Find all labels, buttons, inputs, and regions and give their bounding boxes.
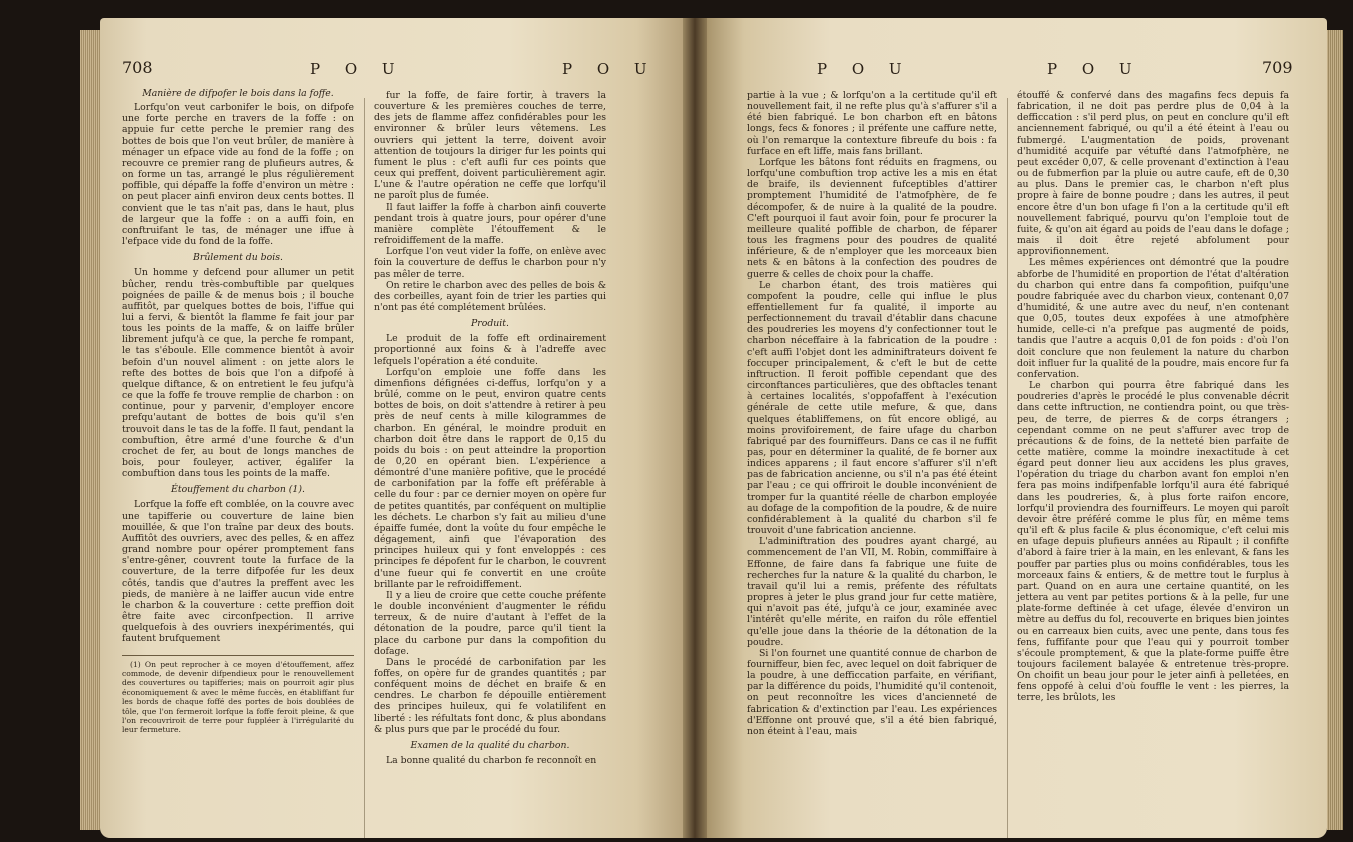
column-rule (364, 98, 365, 838)
section-title: Manière de difpofer le bois dans la foffe. (142, 88, 334, 99)
paragraph: Il y a lieu de croire que cette couche préfente le double inconvénient d'augmenter le réfidu terreux, & de nuire d'autant à l'effet de la détonation de la poudre, parce qu'il tient la place du carbone pur dans la compofition du dofage. (374, 589, 606, 657)
footnote (122, 660, 354, 735)
page-number: 708 (122, 58, 153, 77)
running-head-right-col: P O U (1047, 60, 1142, 78)
footnote-text: (1) On peut reprocher à ce moyen d'étouffement, affez commode, de devenir difpendieux pour le renouvellement des couvertures ou tapifferies; mais on pourroit agir plus économiquement & avec le même fuccès, en établiffant fur les bords de chaque foffé des portes de bois doublées de tôle, que l'on fermeroit lorfque la foffe feroit pleine, & que l'on recouvriroit de terre pour fuppléer à l'irrégularité du leur fermeture. (122, 659, 354, 735)
right-page-column-2 (1017, 90, 1289, 704)
paragraph: Lorfque l'on veut vider la foffe, on enlève avec foin la couverture de deffus le charbon pour n'y pas mêler de terre. (374, 246, 606, 280)
right-page (707, 18, 1327, 838)
running-head-right-col: P O U (562, 60, 657, 78)
paragraph: étouffé & confervé dans des magafins fecs depuis fa fabrication, il ne doit pas perdre plus de 0,04 à la defficcation : s'il perd plus, on peut en conclure qu'il eft anciennement fabriqué, ou qu'il a été éteint à l'eau ou fubmergé. L'augmentation de poids, provenant d'humidité acquife par vétufté dans l'atmofphère, ne peut excéder 0,07, & celle provenant d'extinction à l'eau ou de fubmerfion par la pluie ou autre caufe, eft de 0,30 au plus. Dans le premier cas, le charbon n'eft plus propre à faire de bonne poudre ; dans les autres, il peut encore être d'un bon ufage fi l'on a la certitude qu'il eft nouvellement fabriqué, pourvu qu'on l'emploie tout de fuite, & qu'on ait égard au poids de l'eau dans le dofage ; mais il doit être rejeté abfolument pour approvifionnement. (1017, 90, 1289, 258)
left-page-column-1 (122, 88, 354, 735)
left-page (100, 18, 683, 838)
book-gutter (683, 18, 707, 838)
paragraph: Un homme y defcend pour allumer un petit bûcher, rendu très-combuftible par quelques poignées de paille & de menus bois ; il bouche auffitôt, par quelques bottes de bois, l'iffue qui lui a fervi, & bientôt la flamme fe fait jour par tous les points de la maffe, & on laiffe brûler librement jufqu'à ce que, la perche fe rompant, le tas s'éboule. Elle commence bientôt à avoir befoin d'un nouvel aliment : on jette alors le refte des bottes de bois que l'on a difpofé à quelque diftance, & on entretient le feu jufqu'à ce que la foffe fe trouve remplie de charbon : on continue, pour y parvenir, d'employer encore prefqu'autant de bottes de bois qu'il s'en trouvoit dans le tas de la foffe. Il faut, pendant la combuftion, être armé d'une fourche & d'un crochet de fer, au bout de longs manches de bois, pour fouleyer, activer, égalifer la combuftion dans tous les points de la maffe. (122, 267, 354, 480)
paragraph: Les mêmes expériences ont démontré que la poudre abforbe de l'humidité en proportion de l'état d'altération du charbon qui entre dans fa compofition, puifqu'une poudre fabriquée avec du charbon vieux, contenant 0,07 d'humidité, & une autre avec du neuf, n'en contenant que 0,05, toutes deux expofées à une atmofphère humide, celle-ci n'a prefque pas augmenté de poids, tandis que l'autre a acquis 0,01 de fon poids : d'où l'on doit conclure que non feulement la nature du charbon doit influer fur la qualité de la poudre, mais encore fur fa confervation. (1017, 257, 1289, 380)
paragraph: On retire le charbon avec des pelles de bois & des corbeilles, ayant foin de trier les parties qui n'ont pas été complétement brûlées. (374, 279, 606, 313)
paragraph: Le charbon étant, des trois matières qui compofent la poudre, celle qui influe le plus effentiellement fur fa qualité, il importe au perfectionnement du travail d'établir dans chacune des poudreries les moyens d'y confectionner tout le charbon néceffaire à la fabrication de la poudre : c'eft auffi l'objet dont les adminiftrateurs doivent fe foccuper principalement, & c'eft le but de cette inftruction. Il feroit poffible cependant que des circonftances particulières, que des obftacles tenant à certaines localités, s'oppofaffent à l'exécution générale de cette utile mefure, & que, dans quelques établiffemens, on fût encore obligé, au moins provifoirement, de faire ufage du charbon fabriqué par des fourniffeurs. Dans ce cas il ne fuffit pas, pour en déterminer la qualité, de fe borner aux indices apparens ; il faut encore s'affurer s'il n'eft pas de fabrication ancienne, ou s'il n'a pas été éteint par l'eau ; ce qui offriroit le double inconvénient de tromper fur la quantité réelle de charbon employée au dofage de la compofition de la poudre, & de nuire confidérablement à la qualité du charbon s'il fe trouvoit d'une fabrication ancienne. (747, 279, 997, 537)
footnote-rule (122, 655, 354, 656)
paragraph: L'adminiftration des poudres ayant chargé, au commencement de l'an VII, M. Robin, commiffaire à Effonne, de faire dans fa fabrique une fuite de recherches fur la nature & la qualité du charbon, le travail qu'il lui a remis, préfente des réfultats propres à jeter le plus grand jour fur cette matière, qui n'avoit pas été, jufqu'à ce jour, examinée avec l'intérêt qu'elle mérite, en raifon du rôle effentiel qu'elle joue dans la théorie de la détonation de la poudre. (747, 536, 997, 648)
page-edges-right (1327, 30, 1343, 830)
section-heading: Brûlement du bois. (193, 252, 283, 264)
paragraph: Si l'on fournet une quantité connue de charbon de fourniffeur, bien fec, avec lequel on doit fabriquer de la poudre, à une defficcation parfaite, en vérifiant, par la différence du poids, l'humidité qu'il contenoit, on peut reconnoître les vices d'ancienneté de fabrication & d'extinction par l'eau. Les expériences d'Effonne ont prouvé que, s'il a été bien fabriqué, non éteint à l'eau, mais (747, 647, 997, 737)
section-heading: Produit. (471, 318, 509, 330)
running-head: P O U (817, 60, 912, 78)
paragraph: Il faut laiffer la foffe à charbon ainfi couverte pendant trois à quatre jours, pour opérer d'une manière complète l'étouffement & le refroidiffement de la maffe. (374, 201, 606, 247)
paragraph: Lorfque les bâtons font réduits en fragmens, ou lorfqu'une combuftion trop active les a mis en état de braife, ils deviennent fufceptibles d'attirer promptement l'humidité de l'atmofphère, de fe décompofer, & de nuire à la qualité de la poudre. C'eft pourquoi il faut avoir foin, pour fe procurer la meilleure qualité poffible de charbon, de féparer tous les fragmens pour des poudres de qualité inférieure, & de n'employer que les morceaux bien nets & en bâtons à la confection des poudres de guerre & celles de choix pour la chaffe. (747, 156, 997, 280)
paragraph: Lorfqu'on veut carbonifer le bois, on difpofe une forte perche en travers de la foffe : on appuie fur cette perche le premier rang des bottes de bois que l'on veut brûler, de manière à ménager un efpace vide au fond de la foffe ; on recouvre ce premier rang de plufieurs autres, & on forme un tas, arrangé le plus régulièrement poffible, qui dépaffe la foffe d'environ un mètre : on peut placer ainfi environ deux cents bottes. Il convient que le tas n'ait pas, dans le haut, plus de largeur que la foffe : on a auffi foin, en conftruifant le tas, de ménager une iffue à l'efpace vide du fond de la foffe. (122, 102, 354, 248)
left-page-column-2 (374, 90, 606, 766)
paragraph: Lorfque la foffe eft comblée, on la couvre avec une tapifferie ou couverture de laine bien mouillée, & que l'on traîne par deux des bouts. Auffitôt des ouvriers, avec des pelles, & en affez grand nombre pour opérer promptement fans s'entre-gêner, couvrent toute la furface de la couverture, de la terre difpofée fur les deux côtés, tandis que d'autres la preffent avec les pieds, de manière à ne laiffer aucun vide entre le charbon & la couverture : cette preffion doit être faite avec circonfpection. Il arrive quelquefois à des ouvriers inexpérimentés, qui fautent brufquement (122, 499, 354, 645)
paragraph: partie à la vue ; & lorfqu'on a la certitude qu'il eft nouvellement fait, il ne refte plus qu'à s'affurer s'il a été bien fabriqué. Le bon charbon eft en bâtons longs, fecs & fonores ; il préfente une caffure nette, où l'on remarque la contexture fibreufe du bois : fa furface en eft liffe, mais fans brillant. (747, 90, 997, 157)
paragraph: Le charbon qui pourra être fabriqué dans les poudreries d'après le procédé le plus convenable décrit dans cette inftruction, ne contiendra point, ou que très-peu, de terre, de pierres & de corps étrangers ; cependant comme on ne peut s'affurer avec trop de précautions & de foins, de la netteté bien parfaite de cette matière, comme la moindre inexactitude à cet égard peut donner lieu aux accidens les plus graves, l'opération du triage du charbon avant fon emploi n'en fera pas moins indifpenfable lorfqu'il aura été fabriqué dans les poudreries, &, à plus forte raifon encore, lorfqu'il proviendra des fourniffeurs. Le moyen qui paroît devoir être préféré comme le plus fûr, en même tems qu'il eft & plus facile & plus économique, c'eft celui mis en ufage depuis plufieurs années au Ripault ; il confifte d'abord à faire trier à la main, en les enlevant, & fans les pouffer par parties plus ou moins confidérables, tous les morceaux fains & entiers, & de mettre tout le furplus à part. Quand on en aura une certaine quantité, on les jettera au vent par petites portions & à la pelle, fur une plate-forme deftinée à cet ufage, élevée d'environ un mètre au deffus du fol, recouverte en briques bien jointes ou en carreaux bien cuits, avec une pente, dans tous fes fens, fuffifante pour que l'eau qui y pourroit tomber s'écoule promptement, & que la plate-forme puiffe être toujours facilement balayée & entretenue très-propre. On choifit un beau jour pour le jeter ainfi à pelletées, en fens oppofé à celui d'où fouffle le vent : les pierres, la terre, les brûlots, les (1017, 380, 1289, 704)
section-heading: Étouffement du charbon (1). (171, 484, 305, 496)
paragraph: La bonne qualité du charbon fe reconnoît en (386, 755, 597, 767)
page-number: 709 (1262, 58, 1293, 77)
section-heading: Examen de la qualité du charbon. (410, 739, 570, 751)
paragraph: Dans le procédé de carbonifation par les foffes, on opère fur de grandes quantités ; par conféquent moins de déchet en braife & en cendres. Le charbon fe dépouille entièrement des principes huileux, qui fe volatilifent en liberté : les réfultats font donc, & plus abondans & plus purs que par le procédé du four. (374, 656, 606, 735)
right-page-column-1 (747, 90, 997, 737)
column-rule (1007, 98, 1008, 838)
paragraph: Le produit de la foffe eft ordinairement proportionné aux foins & à l'adreffe avec lefquels l'opération a été conduite. (374, 333, 606, 367)
running-head: P O U (310, 60, 405, 78)
page-edges-left (80, 30, 100, 830)
paragraph: Lorfqu'on emploie une foffe dans les dimenfions défignées ci-deffus, lorfqu'on y a brûlé, comme on le peut, environ quatre cents bottes de bois, on doit s'attendre à retirer à peu près de neuf cents à mille kilogrammes de charbon. En général, le moindre produit en charbon doit être dans le rapport de 0,15 du poids du bois : on peut atteindre la proportion de 0,20 en opérant bien. L'expérience a démontré d'une manière pofitive, que le procédé de carbonifation par la foffe eft préférable à celle du four : par ce dernier moyen on opère fur de petites quantités, par conféquent on multiplie les déchets. Le charbon s'y fait au milieu d'une épaiffe fumée, dont la voûte du four empêche le dégagement, ainfi que l'évaporation des principes huileux qui y font enveloppés : ces principes fe dépofent fur le charbon, le couvrent d'une fueur qui fe convertit en une croûte brillante par le refroidiffement. (374, 366, 606, 590)
paragraph: fur la foffe, de faire fortir, à travers la couverture & les premières couches de terre, des jets de flamme affez confidérables pour les environner & brûler leurs vêtemens. Les ouvriers qui jettent la terre, doivent avoir attention de toujours la diriger fur les points qui fument le plus : c'eft aufli fur ces points que ceux qui preffent, doivent particulièrement agir. L'une & l'autre opération ne ceffe que lorfqu'il ne paroît plus de fumée. (374, 90, 606, 202)
